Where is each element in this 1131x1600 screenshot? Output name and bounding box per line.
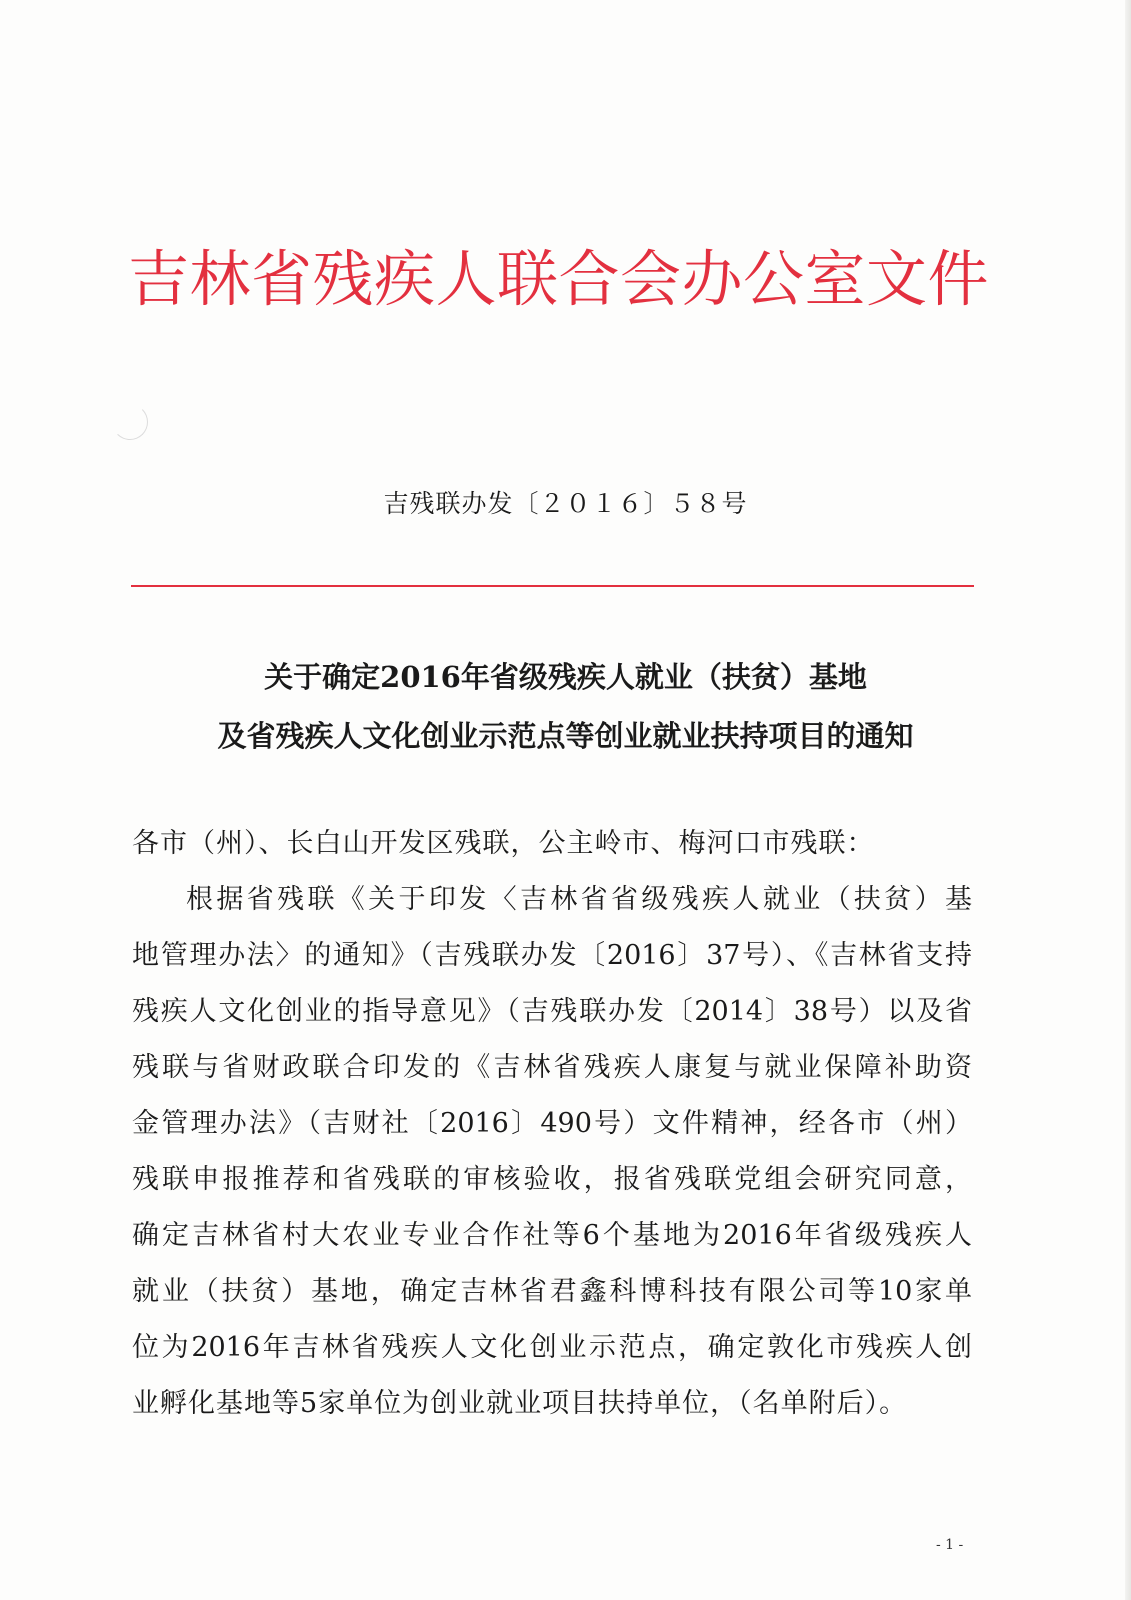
notice-title-line-1: 关于确定2016年省级残疾人就业（扶贫）基地 (264, 660, 867, 694)
body-line: 就业（扶贫）基地，确定吉林省君鑫科博科技有限公司等10家单 (132, 1276, 972, 1307)
scan-mark (112, 404, 148, 440)
red-separator-rule (131, 585, 974, 587)
page-number: - 1 - (936, 1537, 964, 1553)
notice-title-line-2: 及省残疾人文化创业示范点等创业就业扶持项目的通知 (217, 719, 914, 753)
salutation: 各市（州）、长白山开发区残联，公主岭市、梅河口市残联： (132, 828, 875, 859)
body-line: 根据省残联《关于印发〈吉林省省级残疾人就业（扶贫）基 (186, 884, 972, 915)
scan-edge (1125, 0, 1131, 1600)
body-line: 金管理办法》（吉财社〔2016〕490号）文件精神，经各市（州） (132, 1108, 972, 1139)
body-line: 残疾人文化创业的指导意见》（吉残联办发〔2014〕38号）以及省 (132, 996, 972, 1027)
body-line: 业孵化基地等5家单位为创业就业项目扶持单位，（名单附后）。 (132, 1388, 908, 1419)
body-line: 残联与省财政联合印发的《吉林省残疾人康复与就业保障补助资 (132, 1052, 972, 1083)
masthead-title: 吉林省残疾人联合会办公室文件 (128, 244, 990, 315)
body-line: 位为2016年吉林省残疾人文化创业示范点，确定敦化市残疾人创 (132, 1332, 972, 1363)
body-line: 残联申报推荐和省残联的审核验收，报省残联党组会研究同意， (132, 1164, 972, 1195)
body-line: 地管理办法〉的通知》（吉残联办发〔2016〕37号）、《吉林省支持 (132, 940, 972, 971)
document-number: 吉残联办发〔２０１６〕５８号 (383, 489, 748, 518)
body-line: 确定吉林省村大农业专业合作社等6个基地为2016年省级残疾人 (132, 1220, 972, 1251)
